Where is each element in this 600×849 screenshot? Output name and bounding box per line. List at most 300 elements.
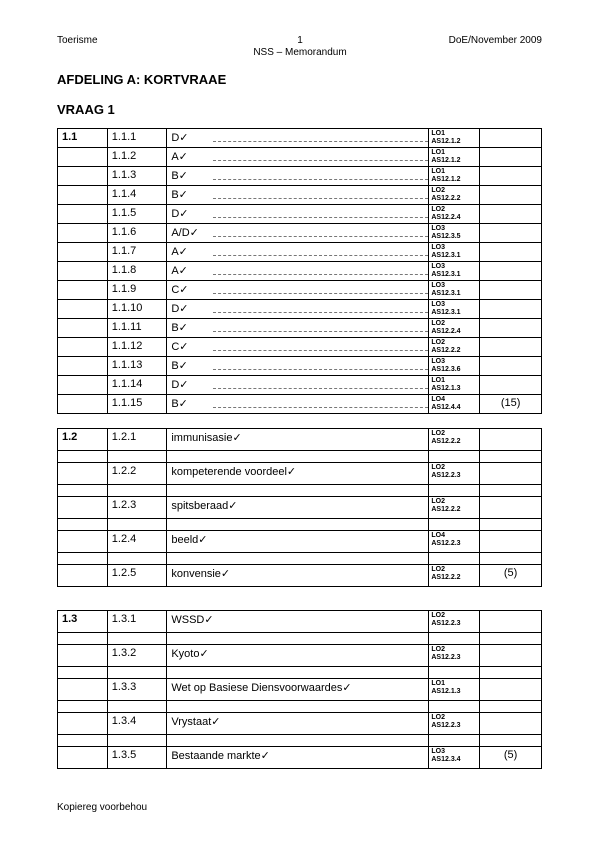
header-subtitle: NSS – Memorandum — [253, 47, 347, 58]
question-number-cell — [58, 497, 108, 519]
table-row — [58, 205, 542, 224]
answer-text: C✓ — [171, 341, 189, 353]
spacer-row — [58, 735, 542, 747]
outcome-code-cell — [429, 463, 480, 485]
learning-outcome: LO1 — [431, 168, 445, 175]
sub-question-number: 1.3.4 — [107, 713, 167, 735]
table-row — [58, 395, 542, 414]
assessment-standard: AS12.2.3 — [431, 472, 461, 479]
answer-text: WSSD✓ — [171, 614, 214, 626]
answer-wrap — [167, 319, 428, 335]
spacer-cell — [429, 553, 480, 565]
learning-outcome: LO3 — [431, 263, 445, 270]
outcome-code-cell — [429, 357, 480, 376]
assessment-standard: AS12.2.3 — [431, 620, 461, 627]
answer-text: C✓ — [171, 284, 189, 296]
learning-outcome: LO1 — [431, 130, 445, 137]
spacer-cell — [107, 701, 167, 713]
answer-wrap — [167, 338, 428, 354]
sub-question-number: 1.2.2 — [107, 463, 167, 485]
answer-cell — [167, 129, 429, 148]
answer-cell — [167, 338, 429, 357]
table-row — [58, 319, 542, 338]
answer-dotted-line — [213, 262, 428, 275]
answer-text: Vrystaat✓ — [171, 716, 221, 728]
mark-cell — [480, 281, 542, 300]
assessment-standard: AS12.3.5 — [431, 233, 461, 240]
spacer-cell — [107, 451, 167, 463]
learning-outcome: LO4 — [431, 396, 445, 403]
mark-cell — [480, 167, 542, 186]
question-number-cell — [58, 645, 108, 667]
answer-text: B✓ — [171, 322, 188, 334]
answer-text: B✓ — [171, 360, 188, 372]
outcome-code-cell — [429, 129, 480, 148]
spacer-cell — [107, 485, 167, 497]
question-number-cell — [58, 319, 108, 338]
outcome-code-cell — [429, 243, 480, 262]
mark-cell — [480, 148, 542, 167]
answer-dotted-line — [213, 300, 428, 313]
spacer-cell — [107, 667, 167, 679]
answer-text: kompeterende voordeel✓ — [171, 466, 297, 478]
question-number-cell — [58, 243, 108, 262]
sub-question-number: 1.3.2 — [107, 645, 167, 667]
assessment-standard: AS12.2.2 — [431, 574, 461, 581]
memo-table-1-3 — [57, 610, 542, 769]
outcome-code-cell — [429, 186, 480, 205]
outcome-code-cell — [429, 747, 480, 769]
footer-copyright: Kopiereg voorbehou — [57, 802, 148, 813]
answer-wrap — [167, 205, 428, 221]
sub-question-number: 1.1.6 — [107, 224, 167, 243]
spacer-row — [58, 701, 542, 713]
sub-question-number: 1.2.4 — [107, 531, 167, 553]
spacer-cell — [58, 519, 108, 531]
question-total: (5) — [480, 747, 542, 769]
sub-question-number: 1.1.15 — [107, 395, 167, 414]
question-number-cell — [58, 186, 108, 205]
sub-question-number: 1.2.1 — [107, 429, 167, 451]
spacer-cell — [167, 701, 429, 713]
table-row — [58, 497, 542, 519]
spacer-row — [58, 451, 542, 463]
question-number-cell — [58, 565, 108, 587]
assessment-standard: AS12.3.4 — [431, 756, 461, 763]
assessment-standard: AS12.1.2 — [431, 138, 461, 145]
table-row — [58, 224, 542, 243]
mark-cell — [480, 129, 542, 148]
sub-question-number: 1.3.3 — [107, 679, 167, 701]
question-number-cell — [58, 167, 108, 186]
spacer-cell — [429, 735, 480, 747]
table-row — [58, 129, 542, 148]
learning-outcome: LO3 — [431, 301, 445, 308]
spacer-cell — [429, 667, 480, 679]
sub-question-number: 1.1.9 — [107, 281, 167, 300]
question-number: 1.2 — [58, 429, 108, 451]
question-number-cell — [58, 224, 108, 243]
question-total: (15) — [480, 395, 542, 414]
answer-wrap — [167, 376, 428, 392]
mark-cell — [480, 243, 542, 262]
sub-question-number: 1.2.5 — [107, 565, 167, 587]
spacer-cell — [107, 553, 167, 565]
answer-text: beeld✓ — [171, 534, 208, 546]
outcome-code-cell — [429, 224, 480, 243]
outcome-code-cell — [429, 300, 480, 319]
spacer-cell — [480, 667, 542, 679]
sub-question-number: 1.1.3 — [107, 167, 167, 186]
section-title: AFDELING A: KORTVRAAE — [57, 72, 227, 87]
answer-dotted-line — [213, 205, 428, 218]
answer-cell — [167, 565, 429, 587]
assessment-standard: AS12.3.1 — [431, 309, 461, 316]
spacer-cell — [58, 735, 108, 747]
sub-question-number: 1.1.5 — [107, 205, 167, 224]
answer-cell — [167, 186, 429, 205]
answer-cell — [167, 357, 429, 376]
spacer-row — [58, 553, 542, 565]
assessment-standard: AS12.1.2 — [431, 176, 461, 183]
assessment-standard: AS12.2.3 — [431, 540, 461, 547]
answer-cell — [167, 224, 429, 243]
learning-outcome: LO2 — [431, 320, 445, 327]
question-number-cell — [58, 376, 108, 395]
assessment-standard: AS12.3.1 — [431, 271, 461, 278]
mark-cell — [480, 679, 542, 701]
table-row — [58, 357, 542, 376]
learning-outcome: LO2 — [431, 187, 445, 194]
answer-dotted-line — [213, 148, 428, 161]
assessment-standard: AS12.3.1 — [431, 252, 461, 259]
table-row — [58, 338, 542, 357]
outcome-code-cell — [429, 167, 480, 186]
answer-wrap — [167, 395, 428, 411]
answer-cell — [167, 713, 429, 735]
spacer-cell — [429, 633, 480, 645]
answer-cell — [167, 645, 429, 667]
sub-question-number: 1.1.10 — [107, 300, 167, 319]
outcome-code-cell — [429, 531, 480, 553]
table-row — [58, 713, 542, 735]
answer-wrap — [167, 148, 428, 164]
answer-wrap — [167, 281, 428, 297]
spacer-cell — [107, 519, 167, 531]
question-number-cell — [58, 679, 108, 701]
spacer-cell — [429, 485, 480, 497]
mark-cell — [480, 463, 542, 485]
question-number: 1.1 — [58, 129, 108, 148]
answer-dotted-line — [213, 186, 428, 199]
answer-cell — [167, 497, 429, 519]
table-row — [58, 186, 542, 205]
question-number-cell — [58, 205, 108, 224]
outcome-code-cell — [429, 262, 480, 281]
answer-dotted-line — [213, 167, 428, 180]
table-row — [58, 645, 542, 667]
mark-cell — [480, 224, 542, 243]
answer-cell — [167, 429, 429, 451]
outcome-code-cell — [429, 395, 480, 414]
sub-question-number: 1.1.14 — [107, 376, 167, 395]
table-row — [58, 243, 542, 262]
outcome-code-cell — [429, 281, 480, 300]
assessment-standard: AS12.3.1 — [431, 290, 461, 297]
sub-question-number: 1.1.13 — [107, 357, 167, 376]
spacer-cell — [480, 451, 542, 463]
spacer-cell — [58, 485, 108, 497]
answer-dotted-line — [213, 224, 428, 237]
question-number-cell — [58, 262, 108, 281]
learning-outcome: LO3 — [431, 748, 445, 755]
outcome-code-cell — [429, 429, 480, 451]
learning-outcome: LO2 — [431, 498, 445, 505]
mark-cell — [480, 611, 542, 633]
spacer-cell — [58, 701, 108, 713]
spacer-cell — [429, 451, 480, 463]
answer-text: immunisasie✓ — [171, 432, 242, 444]
spacer-cell — [167, 485, 429, 497]
table-row — [58, 565, 542, 587]
header-center — [200, 35, 400, 59]
spacer-cell — [58, 451, 108, 463]
spacer-row — [58, 667, 542, 679]
outcome-code-cell — [429, 148, 480, 167]
page-number: 1 — [297, 35, 303, 46]
answer-text: B✓ — [171, 170, 188, 182]
answer-cell — [167, 167, 429, 186]
spacer-cell — [480, 701, 542, 713]
assessment-standard: AS12.2.3 — [431, 654, 461, 661]
outcome-code-cell — [429, 713, 480, 735]
table-row — [58, 262, 542, 281]
spacer-cell — [167, 451, 429, 463]
answer-text: B✓ — [171, 189, 188, 201]
assessment-standard: AS12.2.4 — [431, 214, 461, 221]
answer-cell — [167, 281, 429, 300]
learning-outcome: LO3 — [431, 282, 445, 289]
spacer-cell — [167, 633, 429, 645]
spacer-cell — [167, 735, 429, 747]
learning-outcome: LO2 — [431, 566, 445, 573]
spacer-cell — [167, 519, 429, 531]
outcome-code-cell — [429, 611, 480, 633]
mark-cell — [480, 338, 542, 357]
spacer-row — [58, 519, 542, 531]
mark-cell — [480, 300, 542, 319]
spacer-cell — [480, 735, 542, 747]
mark-cell — [480, 357, 542, 376]
answer-text: Bestaande markte✓ — [171, 750, 270, 762]
answer-text: A✓ — [171, 151, 188, 163]
answer-text: D✓ — [171, 208, 189, 220]
mark-cell — [480, 429, 542, 451]
assessment-standard: AS12.2.2 — [431, 347, 461, 354]
assessment-standard: AS12.1.2 — [431, 157, 461, 164]
outcome-code-cell — [429, 376, 480, 395]
answer-dotted-line — [213, 338, 428, 351]
question-number-cell — [58, 713, 108, 735]
answer-dotted-line — [213, 129, 428, 142]
answer-cell — [167, 300, 429, 319]
question-total: (5) — [480, 565, 542, 587]
question-number-cell — [58, 357, 108, 376]
learning-outcome: LO3 — [431, 358, 445, 365]
spacer-row — [58, 485, 542, 497]
table-row — [58, 376, 542, 395]
answer-text: konvensie✓ — [171, 568, 231, 580]
question-number-cell — [58, 531, 108, 553]
sub-question-number: 1.1.4 — [107, 186, 167, 205]
answer-dotted-line — [213, 319, 428, 332]
answer-cell — [167, 679, 429, 701]
table-row — [58, 429, 542, 451]
table-row — [58, 281, 542, 300]
mark-cell — [480, 531, 542, 553]
answer-text: A✓ — [171, 265, 188, 277]
answer-cell — [167, 243, 429, 262]
assessment-standard: AS12.1.3 — [431, 385, 461, 392]
learning-outcome: LO3 — [431, 225, 445, 232]
table-row — [58, 300, 542, 319]
spacer-cell — [167, 553, 429, 565]
answer-text: spitsberaad✓ — [171, 500, 238, 512]
learning-outcome: LO2 — [431, 612, 445, 619]
outcome-code-cell — [429, 645, 480, 667]
assessment-standard: AS12.2.2 — [431, 438, 461, 445]
table-row — [58, 148, 542, 167]
learning-outcome: LO1 — [431, 680, 445, 687]
table-row — [58, 463, 542, 485]
question-number: 1.3 — [58, 611, 108, 633]
spacer-cell — [58, 633, 108, 645]
answer-cell — [167, 148, 429, 167]
header-subject: Toerisme — [57, 35, 98, 46]
answer-text: B✓ — [171, 398, 188, 410]
spacer-cell — [107, 633, 167, 645]
question-number-cell — [58, 463, 108, 485]
answer-cell — [167, 463, 429, 485]
spacer-cell — [480, 485, 542, 497]
spacer-cell — [58, 553, 108, 565]
learning-outcome: LO2 — [431, 206, 445, 213]
answer-text: D✓ — [171, 303, 189, 315]
answer-wrap — [167, 167, 428, 183]
mark-cell — [480, 376, 542, 395]
table-row — [58, 167, 542, 186]
mark-cell — [480, 205, 542, 224]
answer-dotted-line — [213, 376, 428, 389]
table-row — [58, 679, 542, 701]
outcome-code-cell — [429, 205, 480, 224]
spacer-cell — [429, 701, 480, 713]
sub-question-number: 1.1.7 — [107, 243, 167, 262]
spacer-cell — [480, 553, 542, 565]
mark-cell — [480, 497, 542, 519]
answer-dotted-line — [213, 357, 428, 370]
outcome-code-cell — [429, 565, 480, 587]
question-number-cell — [58, 747, 108, 769]
table-row — [58, 747, 542, 769]
learning-outcome: LO1 — [431, 149, 445, 156]
assessment-standard: AS12.4.4 — [431, 404, 461, 411]
sub-question-number: 1.3.1 — [107, 611, 167, 633]
answer-text: A✓ — [171, 246, 188, 258]
answer-cell — [167, 395, 429, 414]
answer-text: D✓ — [171, 379, 189, 391]
question-number-cell — [58, 395, 108, 414]
answer-wrap — [167, 300, 428, 316]
learning-outcome: LO3 — [431, 244, 445, 251]
question-number-cell — [58, 148, 108, 167]
mark-cell — [480, 645, 542, 667]
answer-cell — [167, 531, 429, 553]
question-number-cell — [58, 281, 108, 300]
header-date: DoE/November 2009 — [448, 35, 542, 46]
question-number-cell — [58, 300, 108, 319]
learning-outcome: LO1 — [431, 377, 445, 384]
sub-question-number: 1.1.8 — [107, 262, 167, 281]
answer-cell — [167, 262, 429, 281]
answer-dotted-line — [213, 243, 428, 256]
mark-cell — [480, 713, 542, 735]
sub-question-number: 1.1.12 — [107, 338, 167, 357]
outcome-code-cell — [429, 338, 480, 357]
answer-wrap — [167, 357, 428, 373]
assessment-standard: AS12.3.6 — [431, 366, 461, 373]
spacer-cell — [107, 735, 167, 747]
answer-cell — [167, 376, 429, 395]
memo-table-1-1 — [57, 128, 542, 414]
answer-text: Wet op Basiese Diensvoorwaardes✓ — [171, 682, 352, 694]
assessment-standard: AS12.2.2 — [431, 195, 461, 202]
sub-question-number: 1.1.11 — [107, 319, 167, 338]
learning-outcome: LO2 — [431, 646, 445, 653]
outcome-code-cell — [429, 319, 480, 338]
memo-table-1-2 — [57, 428, 542, 587]
answer-text: D✓ — [171, 132, 189, 144]
question-number-cell — [58, 338, 108, 357]
sub-question-number: 1.1.1 — [107, 129, 167, 148]
learning-outcome: LO2 — [431, 339, 445, 346]
table-row — [58, 611, 542, 633]
learning-outcome: LO4 — [431, 532, 445, 539]
learning-outcome: LO2 — [431, 464, 445, 471]
answer-dotted-line — [213, 281, 428, 294]
answer-wrap — [167, 224, 428, 240]
outcome-code-cell — [429, 497, 480, 519]
spacer-cell — [480, 633, 542, 645]
answer-cell — [167, 319, 429, 338]
mark-cell — [480, 319, 542, 338]
answer-cell — [167, 205, 429, 224]
answer-wrap — [167, 243, 428, 259]
answer-cell — [167, 747, 429, 769]
sub-question-number: 1.2.3 — [107, 497, 167, 519]
assessment-standard: AS12.2.2 — [431, 506, 461, 513]
spacer-cell — [167, 667, 429, 679]
assessment-standard: AS12.1.3 — [431, 688, 461, 695]
answer-wrap — [167, 186, 428, 202]
assessment-standard: AS12.2.4 — [431, 328, 461, 335]
spacer-cell — [429, 519, 480, 531]
answer-cell — [167, 611, 429, 633]
learning-outcome: LO2 — [431, 714, 445, 721]
sub-question-number: 1.1.2 — [107, 148, 167, 167]
answer-text: Kyoto✓ — [171, 648, 209, 660]
mark-cell — [480, 186, 542, 205]
